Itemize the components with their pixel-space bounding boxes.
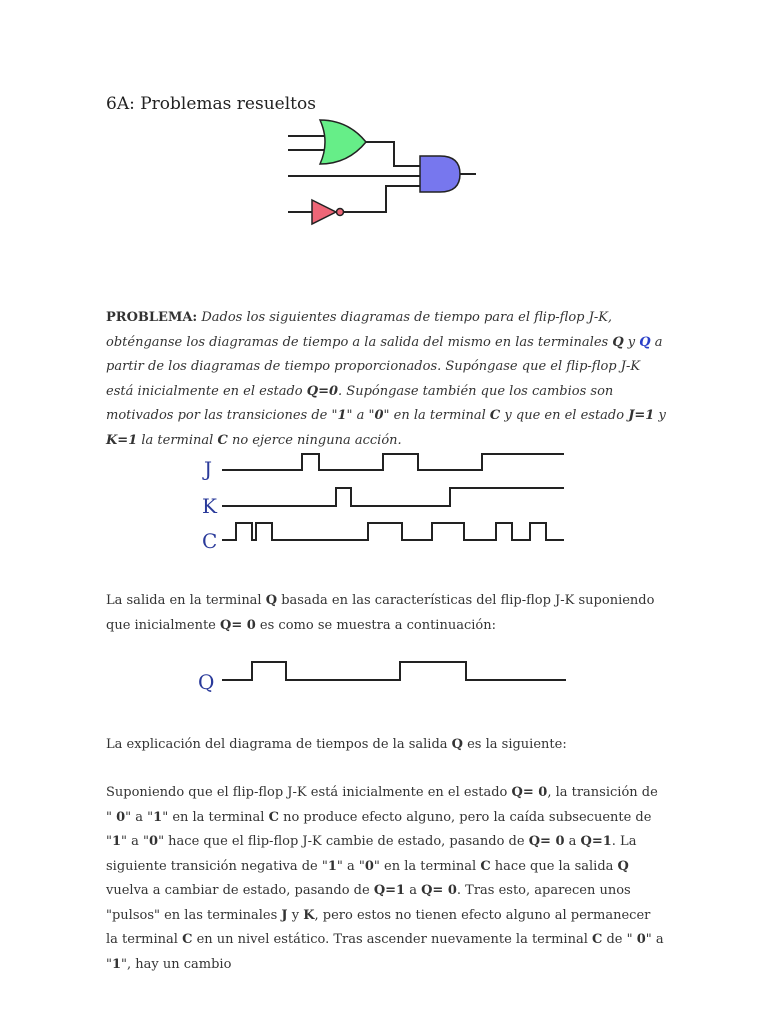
output-intro: La salida en la terminal Q basada en las características del flip-flop J-K suponiendo que inicialmente Q= 0 es como se muestra a continuación: xyxy=(106,593,655,633)
j-label: J xyxy=(204,457,213,481)
not-bubble xyxy=(337,209,344,216)
logic-gate-diagram xyxy=(286,114,486,234)
page-title: 6A: Problemas resueltos xyxy=(106,94,316,114)
explanation-paragraph: Suponiendo que el flip-flop J-K está inicialmente en el estado Q= 0, la transición de " 0" a "1" en la terminal C no produce efecto alguno, pero la caída subsecuente de "1" a "0" hace que el flip-flop J-K cambie de estado, pasando de Q= 0 a Q=1. La siguiente transición negativa de "1" a "0" en la terminal C hace que la salida Q vuelva a cambiar de estado, pasando de Q=1 a Q= 0. Tras esto, aparecen unos "pulsos" en las terminales J y K, pero estos no tienen efecto alguno al permanecer la terminal C en un nivel estático. Tras ascender nuevamente la terminal C de " 0" a "1", hay un cambio xyxy=(106,785,664,972)
not-gate xyxy=(312,200,336,224)
problem-statement: PROBLEMA: Dados los siguientes diagramas de tiempo para el flip-flop J-K, obténganse los diagramas de tiempo a la salida del mismo en las terminales Q y Q a partir de los diagramas de tiempo proporcionados. Supóngase que el flip-flop J-K está inicialmente en el estado Q=0. Supóngase también que los cambios son motivados por las transiciones de "1" a "0" en la terminal C y que en el estado J=1 y K=1 la terminal C no ejerce ninguna acción. xyxy=(106,310,666,448)
k-label: K xyxy=(202,494,217,518)
explanation-intro: La explicación del diagrama de tiempos de la salida Q es la siguiente: xyxy=(106,737,567,752)
q-waveform xyxy=(222,662,566,680)
input-timing-diagram xyxy=(198,448,568,552)
and-gate xyxy=(420,156,460,192)
c-label: C xyxy=(202,529,218,553)
q-label: Q xyxy=(198,670,215,694)
output-timing-diagram xyxy=(196,656,568,696)
c-waveform xyxy=(222,523,564,540)
j-waveform xyxy=(222,454,564,470)
k-waveform xyxy=(222,488,564,506)
or-gate xyxy=(320,120,366,164)
